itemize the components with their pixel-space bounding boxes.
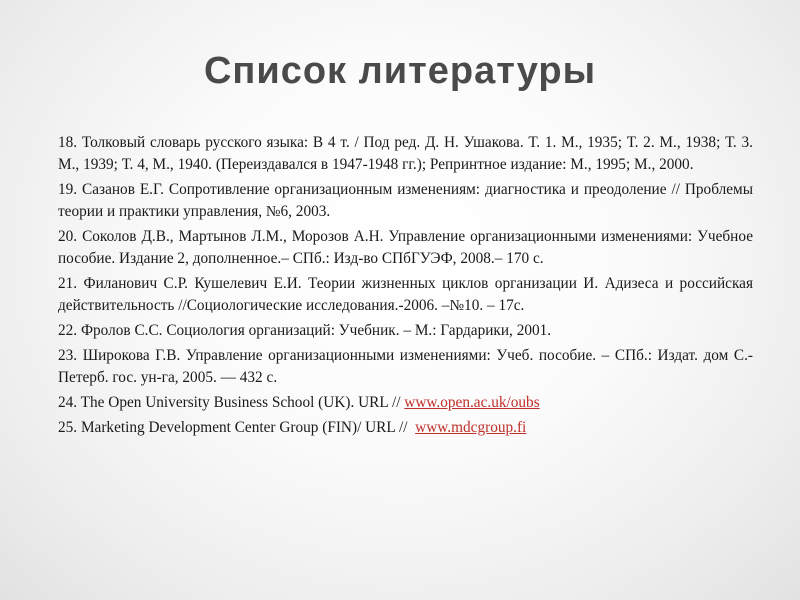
reference-item-19 [58,179,753,223]
reference-text: 21. Филанович С.Р. Кушелевич Е.И. Теории жизненных циклов организации И. Адизеса и российская действительность //Социологические исследования.-2006. –№10. – 17с. [58,275,753,314]
reference-item-24 [58,392,753,414]
reference-text: 24. The Open University Business School (UK). URL // [58,394,405,411]
mdcgroup-link[interactable]: www.mdcgroup.fi [415,419,527,436]
reference-item-21 [58,273,753,317]
reference-text: 25. Marketing Development Center Group (FIN)/ URL // [58,419,416,436]
reference-item-20 [58,226,753,270]
open-university-link[interactable]: www.open.ac.uk/oubs [404,394,540,411]
page-title: Список литературы [203,50,597,92]
reference-text: 18. Толковый словарь русского языка: В 4 т. / Под ред. Д. Н. Ушакова. Т. 1. М., 1935; Т. 2. М., 1938; Т. 3. М., 1939; Т. 4, М., 1940. (Переиздавался в 1947-1948 гг.); Репринтное издание: М., 1995; М., 2000. [58,134,753,173]
reference-text: 22. Фролов С.С. Социология организаций: Учебник. – М.: Гардарики, 2001. [58,322,552,339]
reference-list [58,132,753,442]
reference-text: 20. Соколов Д.В., Мартынов Л.М., Морозов А.Н. Управление организационными изменениями: Учебное пособие. Издание 2, дополненное.– СПб.: Изд-во СПбГУЭФ, 2008.– 170 с. [58,228,753,267]
reference-text: 23. Широкова Г.В. Управление организационными изменениями: Учеб. пособие. – СПб.: Издат. дом С.-Петерб. гос. ун-га, 2005. — 432 с. [58,347,753,386]
reference-item-18 [58,132,753,176]
reference-text: 19. Сазанов Е.Г. Сопротивление организационным изменениям: диагностика и преодоление // Проблемы теории и практики управления, №6, 2003. [58,181,753,220]
reference-item-23 [58,345,753,389]
reference-item-25 [58,417,753,439]
reference-item-22 [58,320,753,342]
